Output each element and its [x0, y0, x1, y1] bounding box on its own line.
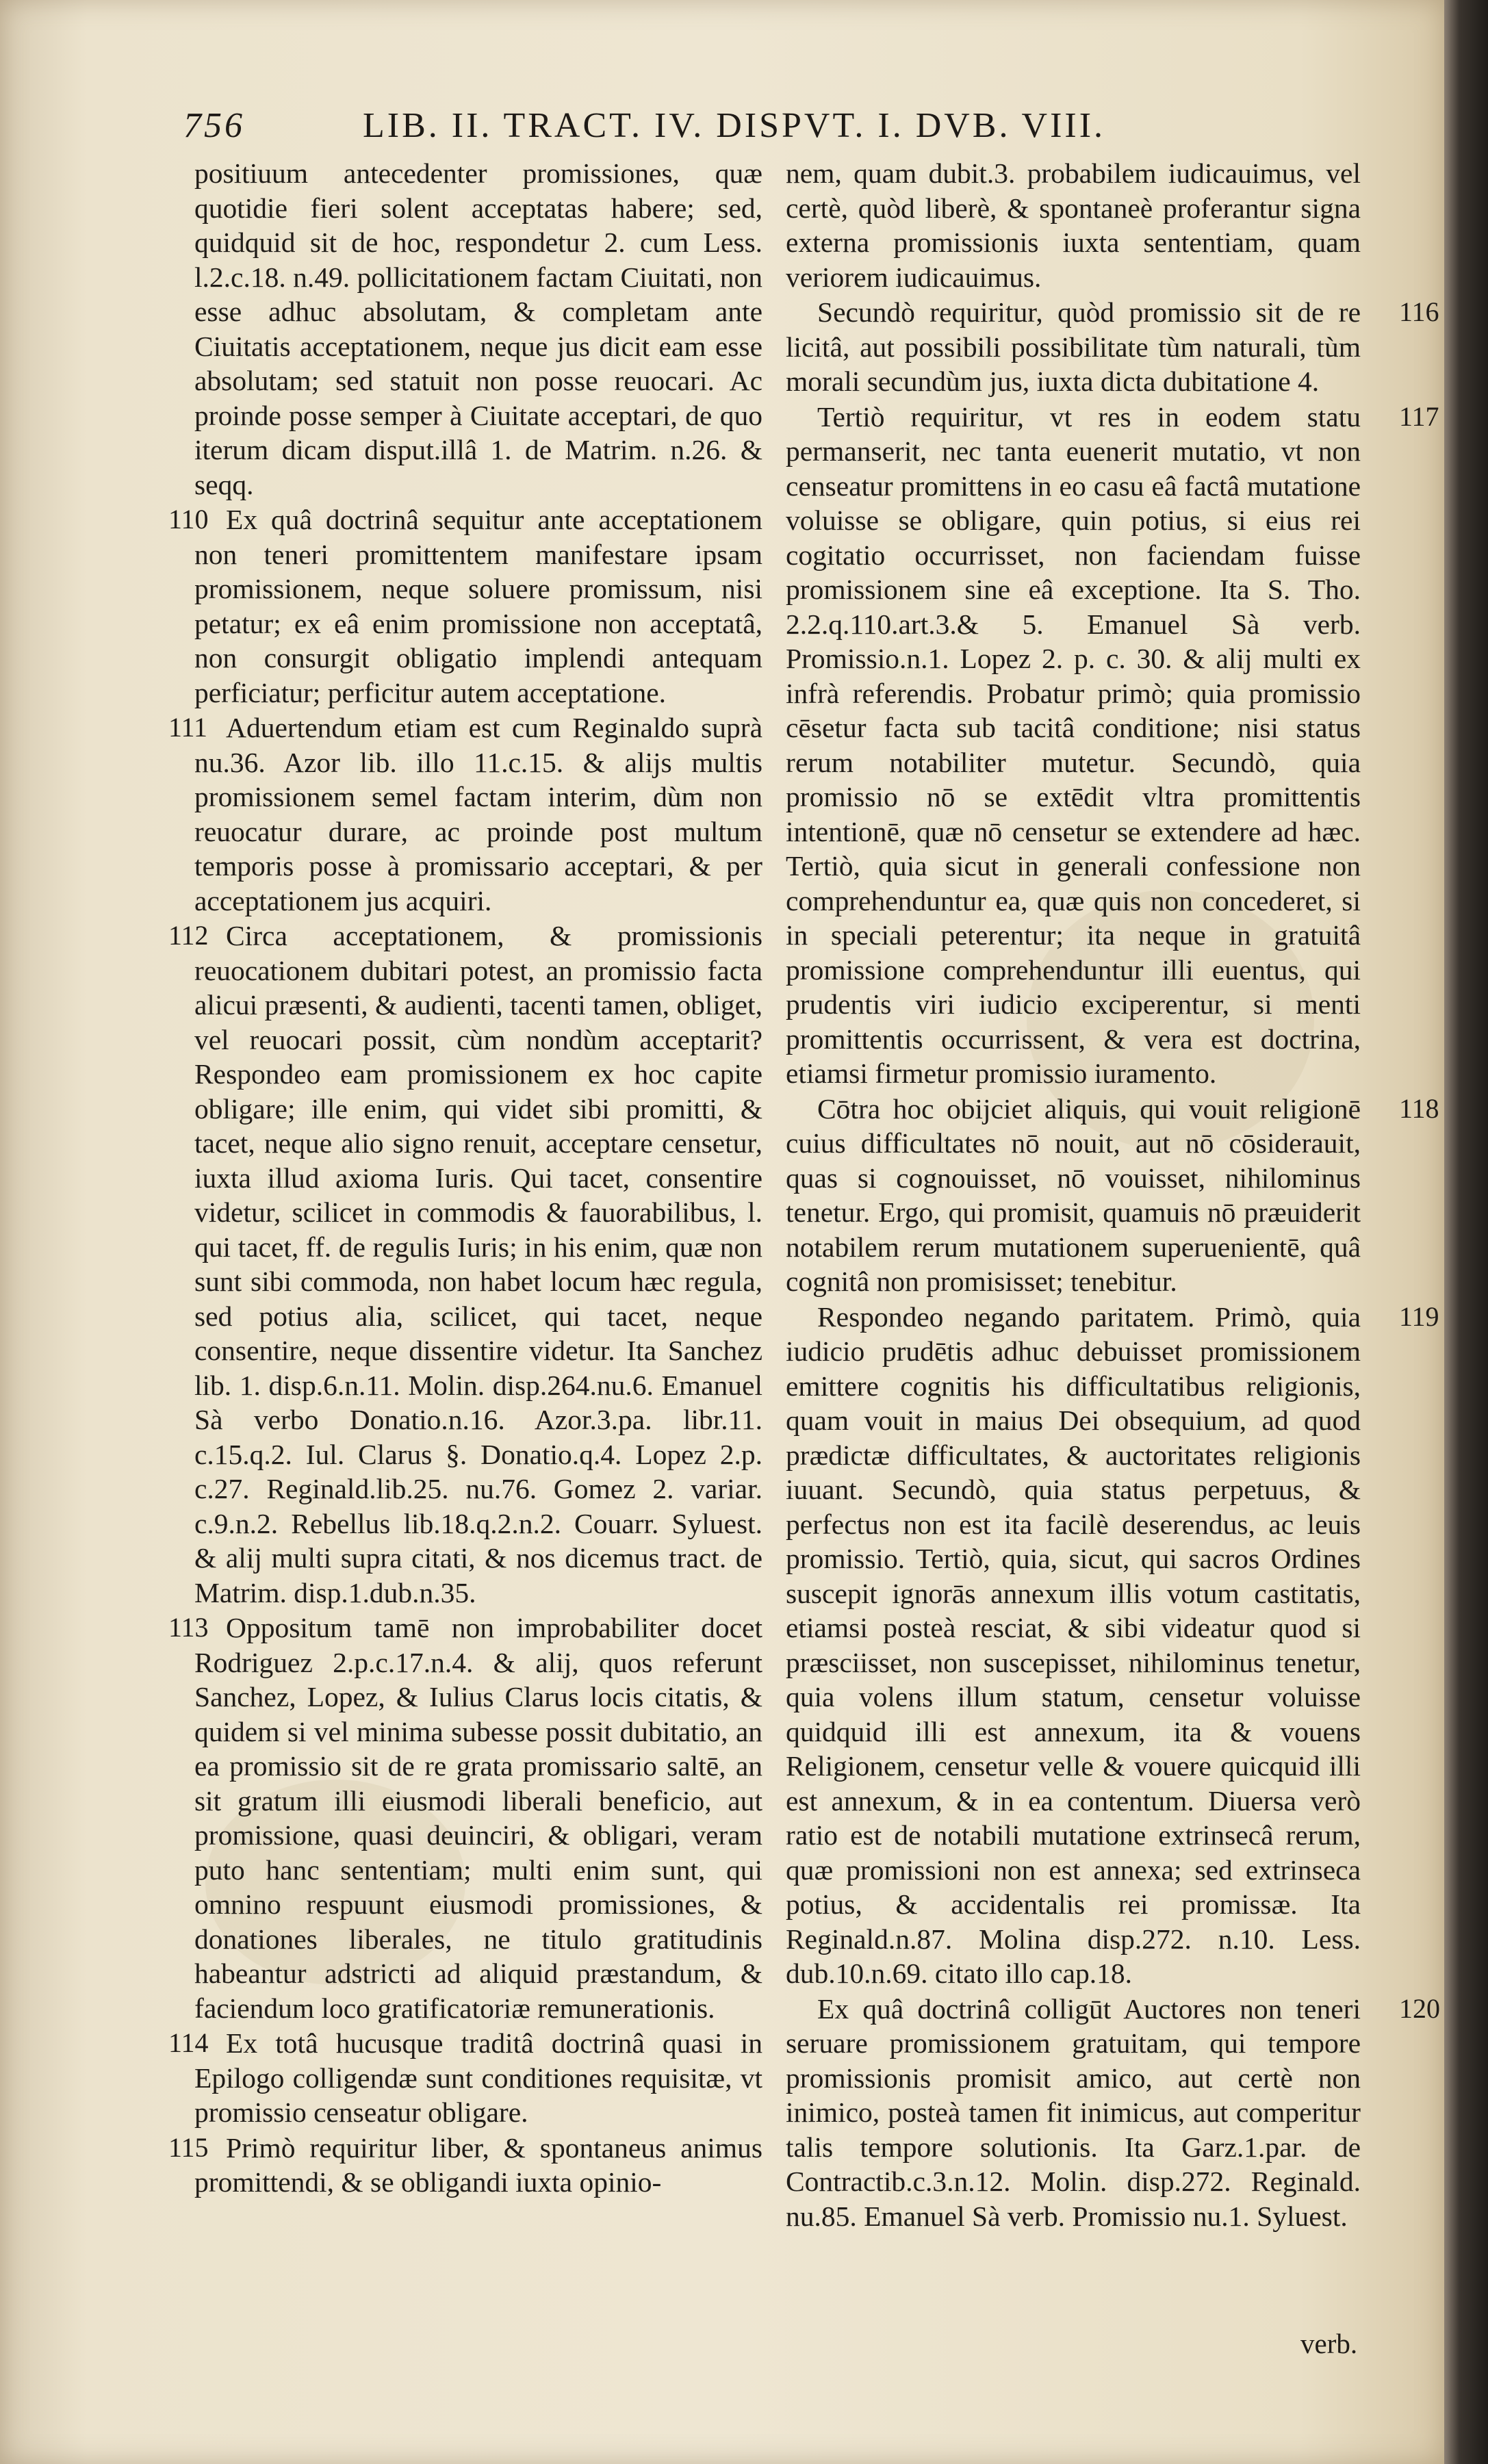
paragraph-text: Ex quâ doctrinâ colligūt Auctores non teneri seruare promissionem gratuitam, qui tempore promissionis promisit amico, aut certè non inimico, posteà tamen fit inimicus, aut comperitur talis tempore solutionis. Ita Garz.1.par. de Contractib.c.3.n.12. Molin. disp.272. Reginald. nu.85. Emanuel Sà verb. Promissio nu.1. Syluest. [786, 1992, 1361, 2232]
paragraph [168, 710, 762, 918]
margin-number: 117 [1399, 400, 1439, 432]
margin-number: 112 [168, 920, 209, 951]
margin-number: 113 [168, 1612, 209, 1643]
right-column [786, 156, 1440, 2233]
paragraph-text: Tertiò requiritur, vt res in eodem statu permanserit, nec tanta euenerit mutatio, vt non censeatur promittens in eo casu eâ factâ mutatione voluisse se obligare, quin potius, si eius rei cogitatio occurrisset, non faciendam fuisse promissionem sine eâ exceptione. Ita S. Tho. 2.2.q.110.art.3.& 5. Emanuel Sà verb. Promissio.n.1. Lopez 2. p. c. 30. & alij multi ex infrà referendis. Probatur primò; quia promissio cēsetur facta sub tacitâ conditione; nisi status rerum notabiliter mutetur. Secundò, quia promissio nō se extēdit vltra promittentis intentionē, quæ nō censetur se extendere ad hæc. Tertiò, quia sicut in generali confessione non comprehenduntur ea, quæ quis non concederet, si in speciali peterentur; ita neque in gratuitâ promissione comprehenduntur illi euentus, qui prudentis viri iudicio exciperentur, si menti promittentis occurrissent, & vera est doctrina, etiamsi firmetur promissio iuramento. [786, 400, 1361, 1089]
margin-number: 114 [168, 2027, 209, 2058]
catchword: verb. [1300, 2328, 1358, 2359]
margin-number: 115 [168, 2131, 209, 2163]
paragraph [168, 502, 762, 710]
margin-number: 119 [1399, 1300, 1439, 1332]
paragraph-text: Circa acceptationem, & promissionis reuocationem dubitari potest, an promissio facta alicui præsenti, & audienti, tacenti tamen, obliget, vel reuocari possit, cùm nondùm acceptarit? Respondeo eam promissionem ex hoc capite obligare; ille enim, qui videt sibi promitti, & tacet, neque alio signo renuit, acceptare censetur, iuxta illud axioma Iuris. Qui tacet, consentire videtur, scilicet in commodis & fauorabilibus, l. qui tacet, ff. de regulis Iuris; in his enim, quæ non sunt sibi commoda, non habet locum hæc regula, sed potius alia, scilicet, qui tacet, neque consentire, neque dissentire videtur. Ita Sanchez lib. 1. disp.6.n.11. Molin. disp.264.nu.6. Emanuel Sà verbo Donatio.n.16. Azor.3.pa. libr.11. c.15.q.2. Iul. Clarus §. Donatio.q.4. Lopez 2.p. c.27. Reginald.lib.25. nu.76. Gomez 2. variar. c.9.n.2. Rebellus lib.18.q.2.n.2. Couarr. Syluest. & alij multi supra citati, & nos dicemus tract. de Matrim. disp.1.dub.n.35. [194, 920, 762, 1608]
paragraph [786, 1092, 1439, 1299]
paragraph [168, 2131, 762, 2200]
paragraph-text: Ex totâ hucusque traditâ doctrinâ quasi in Epilogo colligendæ sunt conditiones requisitæ, vt promissio censeatur obligare. [194, 2027, 762, 2128]
paragraph-text: Respondeo negando paritatem. Primò, quia iudicio prudētis adhuc debuisset promissionem emittere cognitis his difficultatibus religionis, quam vouit in maius Dei obsequium, ad quod prædictæ difficultates, & auctoritates religionis iuuant. Secundò, quia status perpetuus, & perfectus non est ita facilè deserendus, ac leuis promissio. Tertiò, quia, sicut, qui sacros Ordines suscepit ignorās annexum illis votum castitatis, etiamsi posteà resciat, & sibi videatur quod si præsciisset, non suscepisset, nihilominus tenetur, quia volens illum statum, censetur voluisse quidquid illi est annexum, ita & vouens Religionem, censetur velle & vouere quicquid illi est annexum, & in ea contentum. Diuersa verò ratio est de notabili mutatione extrinsecâ rerum, quæ promissioni non est annexa; sed extrinseca potius, & accidentalis rei promissæ. Ita Reginald.n.87. Molina disp.272. n.10. Less. dub.10.n.69. citato illo cap.18. [786, 1300, 1361, 1989]
margin-number: 111 [168, 712, 208, 743]
margin-number: 110 [168, 504, 209, 535]
book-gutter-shadow [1444, 0, 1488, 2464]
margin-number: 116 [1399, 296, 1439, 327]
margin-number: 118 [1399, 1092, 1439, 1124]
paragraph-text: Secundò requiritur, quòd promissio sit de re licitâ, aut possibili possibilitate tùm naturali, tùm morali secundùm jus, iuxta dicta dubitatione 4. [786, 296, 1361, 397]
paragraph-text: positiuum antecedenter promissiones, quæ quotidie fieri solent acceptatas habere; sed, quidquid sit de hoc, respondetur 2. cum Less. l.2.c.18. n.49. pollicitationem factam Ciuitati, non esse adhuc absolutam, & completam ante Ciuitatis acceptationem, neque jus dicit eam esse absolutam; sed statuit non posse reuocari. Ac proinde posse semper à Ciuitate acceptari, de quo iterum dicam disput.illâ 1. de Matrim. n.26. & seqq. [194, 157, 762, 500]
paragraph [786, 1992, 1440, 2234]
left-column [168, 156, 762, 2200]
running-head: LIB. II. TRACT. IV. DISPVT. I. DVB. VIII. [363, 106, 1106, 145]
paragraph-text: Aduertendum etiam est cum Reginaldo suprà nu.36. Azor lib. illo 11.c.15. & alijs multis promissionem semel factam interim, dùm non reuocatur durare, ac proinde post multum temporis posse à promissario acceptari, & per acceptationem jus acquiri. [194, 712, 762, 916]
paragraph [786, 400, 1439, 1091]
paragraph [786, 295, 1439, 399]
paragraph-text: Ex quâ doctrinâ sequitur ante acceptationem non teneri promittentem manifestare ipsam promissionem, neque soluere promissum, nisi petatur; ex eâ enim promissione non acceptatâ, non consurgit obligatio implendi antequam perficiatur; perficitur autem acceptatione. [194, 504, 762, 708]
page-number: 756 [183, 106, 245, 145]
paragraph [786, 1300, 1439, 1991]
margin-number: 120 [1399, 1992, 1440, 2024]
paragraph [168, 1610, 762, 2025]
paragraph [168, 919, 762, 1610]
page-header [0, 82, 1444, 145]
paragraph [168, 2026, 762, 2130]
paragraph-text: Cōtra hoc obijciet aliquis, qui vouit religionē cuius difficultates nō nouit, aut nō cōsiderauit, quas si cognouisset, nō vouisset, nihilominus tenetur. Ergo, qui promisit, quamuis nō præuiderit notabilem rerum mutationem superuenientē, quâ cognitâ non promisisset; tenebitur. [786, 1092, 1361, 1297]
paragraph-text: nem, quam dubit.3. probabilem iudicauimus, vel certè, quòd liberè, & spontaneè proferantur signa externa promissionis iuxta sententiam, quam veriorem iudicauimus. [786, 157, 1361, 293]
paragraph [194, 156, 762, 502]
paragraph-text: Oppositum tamē non improbabiliter docet Rodriguez 2.p.c.17.n.4. & alij, quos referunt Sanchez, Lopez, & Iulius Clarus locis citatis, & quidem si vel minima subesse possit dubitatio, an ea promissio sit de re grata promissario saltē, an sit gratum illi eiusmodi liberali beneficio, aut promissione, quasi deuinciri, & obligari, veram puto hanc sententiam; multi enim sunt, qui omnino respuunt eiusmodi promissiones, & donationes liberales, ne titulo gratitudinis habeantur adstricti ad aliquid præstandum, & faciendum loco gratificatoriæ remunerationis. [194, 1612, 762, 2024]
paragraph-text: Primò requiritur liber, & spontaneus animus promittendi, & se obligandi iuxta opinio- [194, 2131, 762, 2198]
paragraph [786, 156, 1361, 294]
